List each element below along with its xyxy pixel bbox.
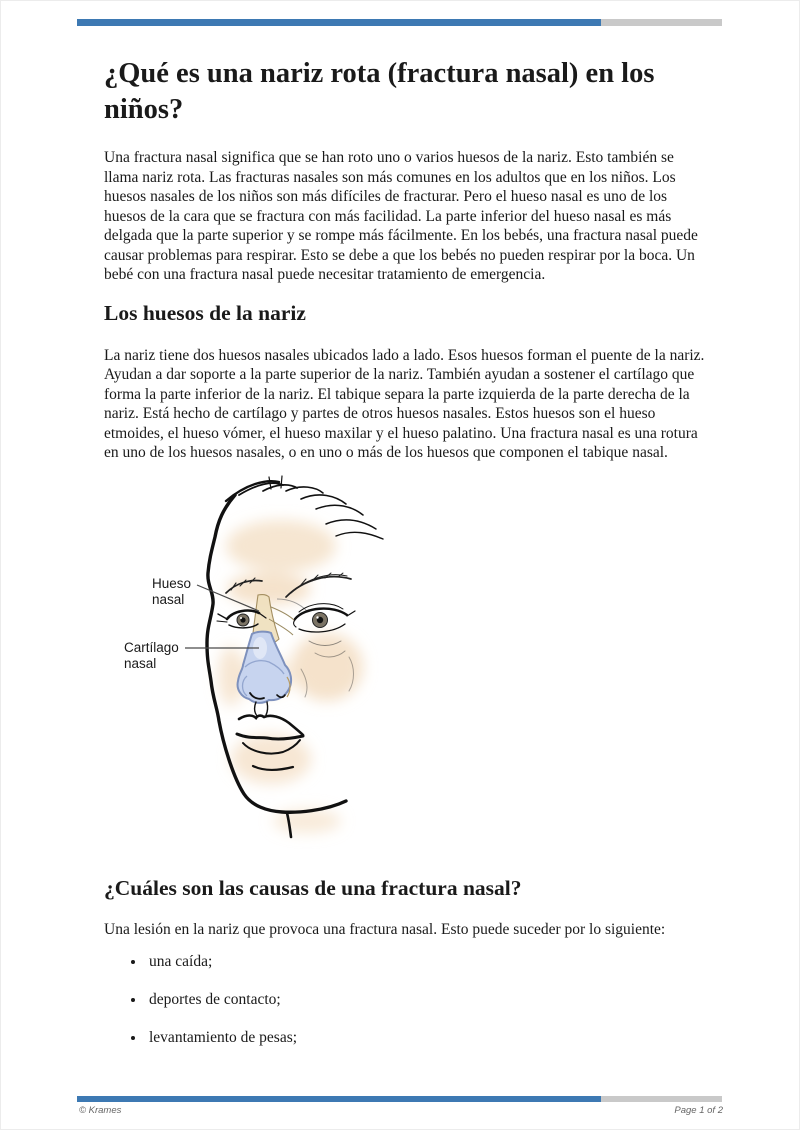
section-heading-causes: ¿Cuáles son las causas de una fractura nasal?	[104, 875, 522, 900]
section-heading-bones: Los huesos de la nariz	[104, 300, 306, 325]
document-content	[104, 56, 708, 1048]
cartilage-label-line2: nasal	[124, 655, 157, 671]
accent-bar-gray-segment	[601, 19, 722, 26]
list-item: • una caída;	[146, 952, 708, 972]
page-number: Page 1 of 2	[674, 1105, 723, 1116]
bones-paragraph: La nariz tiene dos huesos nasales ubicados lado a lado. Esos huesos forman el puente de la nariz. Ayudan a dar soporte a la parte superior de la nariz. También ayudan a sostener el cartílago que forma la parte inferior de la nariz. El tabique separa la parte izquierda de la parte derecha de la nariz. Está hecho de cartílago y partes de otros huesos nasales. Estos huesos son el hueso etmoides, el hueso vómer, el hueso maxilar y el hueso palatino. Una fractura nasal es una rotura en uno de los huesos nasales, o en uno o más de los huesos que componen el tabique nasal.	[104, 346, 705, 461]
page-footer	[1, 1096, 799, 1129]
footer-bar-gray-segment	[601, 1096, 722, 1102]
face-illustration	[119, 471, 549, 849]
list-item: • deportes de contacto;	[146, 990, 708, 1010]
intro-paragraph: Una fractura nasal significa que se han roto uno o varios huesos de la nariz. Esto también se llama nariz rota. Las fracturas nasales son más comunes en los adultos que en los niños. Los huesos nasales de los niños son más difíciles de fracturar. Pero el hueso nasal es uno de los huesos de la cara que se fractura con más facilidad. La parte inferior del hueso nasal es más delgada que la parte superior y se rompe más fácilmente. En los bebés, una fractura nasal puede causar problemas para respirar. Esto se debe a que los bebés no pueden respirar por la boca. Un bebé con una fractura nasal puede necesitar tratamiento de emergencia.	[104, 149, 698, 283]
top-accent-bar	[77, 19, 722, 26]
cartilage-label-line1: Cartílago	[124, 639, 179, 655]
accent-bar-blue-segment	[77, 19, 601, 26]
right-eye	[294, 603, 355, 631]
nose-anatomy-figure	[119, 471, 708, 854]
causes-list	[104, 952, 708, 1048]
nasal-cartilage-shape	[238, 631, 292, 702]
footer-bar-blue-segment	[77, 1096, 601, 1102]
bone-label-line2: nasal	[152, 591, 185, 607]
philtrum-lines	[255, 702, 268, 716]
list-item: • levantamiento de pesas;	[146, 1028, 708, 1048]
footer-accent-bar	[77, 1096, 722, 1102]
copyright-text: © Krames	[79, 1105, 122, 1116]
causes-paragraph: Una lesión en la nariz que provoca una fractura nasal. Esto puede suceder por lo siguiente:	[104, 920, 666, 938]
bone-label-line1: Hueso	[152, 575, 192, 591]
page-title: ¿Qué es una nariz rota (fractura nasal) en los niños?	[104, 58, 655, 125]
